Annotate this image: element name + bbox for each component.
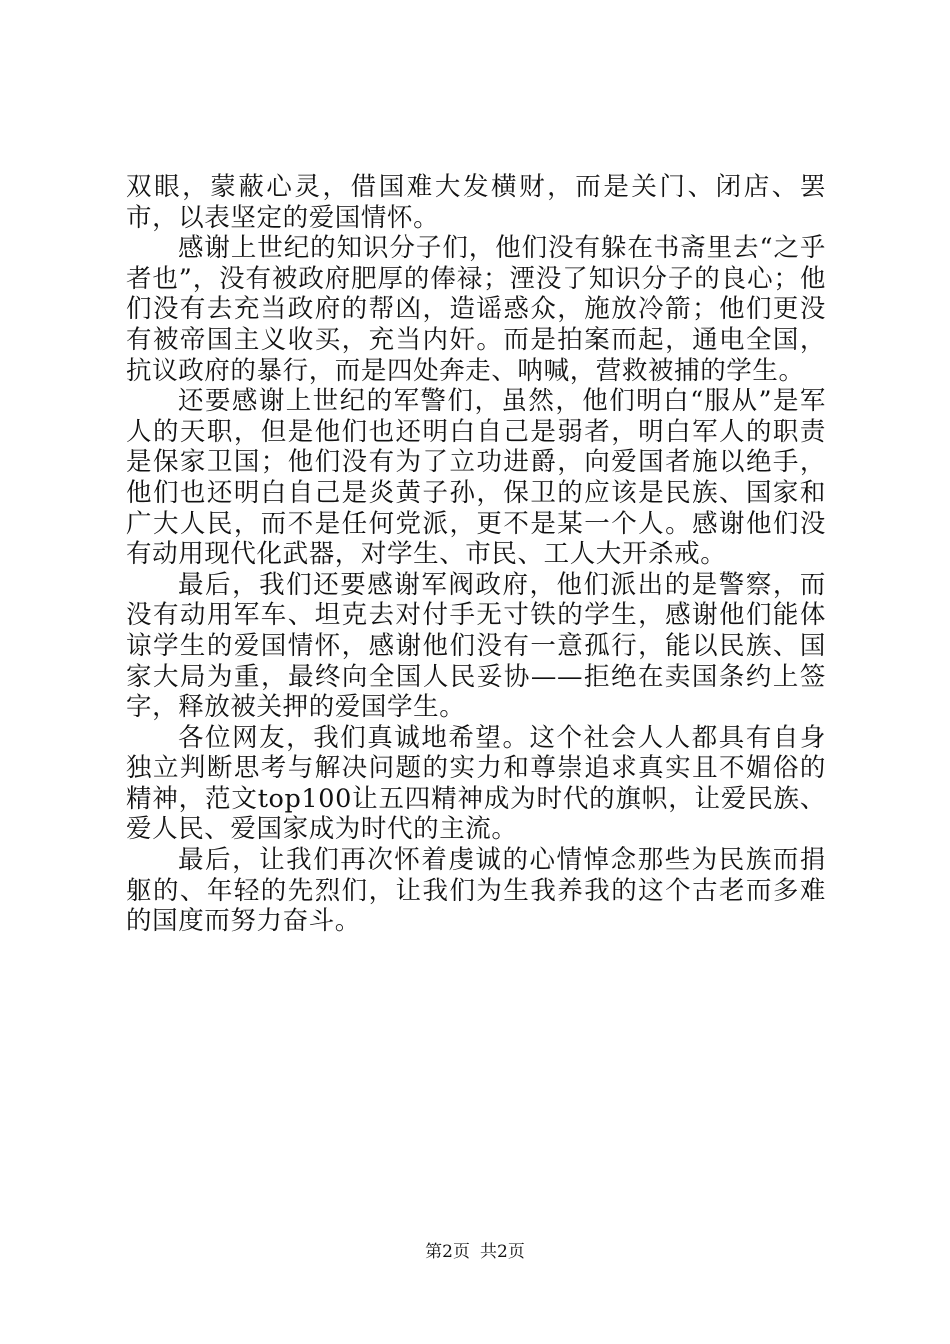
paragraph-2: 感谢上世纪的知识分子们，他们没有躲在书斋里去“之乎者也”，没有被政府肥厚的俸禄；湮没了知识分子的良心；他们没有去充当政府的帮凶，造谣惑众，施放冷箭；他们更没有被帝国主义收买，充当内奸。而是拍案而起，通电全国，抗议政府的暴行，而是四处奔走、呐喊，营救被捕的学生。 [126, 233, 826, 386]
paragraph-6: 最后，让我们再次怀着虔诚的心情悼念那些为民族而捐躯的、年轻的先烈们，让我们为生我养我的这个古老而多难的国度而努力奋斗。 [126, 845, 826, 937]
page-total: 共2页 [480, 1242, 525, 1262]
paragraph-3: 还要感谢上世纪的军警们，虽然，他们明白“服从”是军人的天职，但是他们也还明白自己是弱者，明白军人的职责是保家卫国；他们没有为了立功进爵，向爱国者施以绝手，他们也还明白自己是炎黄子孙，保卫的应该是民族、国家和广大人民，而不是任何党派，更不是某一个人。感谢他们没有动用现代化武器，对学生、市民、工人大开杀戒。 [126, 386, 826, 570]
document-body [126, 172, 826, 937]
page-number: 第2页 [425, 1242, 470, 1262]
paragraph-4: 最后，我们还要感谢军阀政府，他们派出的是警察，而没有动用军车、坦克去对付手无寸铁的学生，感谢他们能体谅学生的爱国情怀，感谢他们没有一意孤行，能以民族、国家大局为重，最终向全国人民妥协——拒绝在卖国条约上签字，释放被关押的爱国学生。 [126, 569, 826, 723]
paragraph-5: 各位网友，我们真诚地希望。这个社会人人都具有自身独立判断思考与解决问题的实力和尊崇追求真实且不媚俗的精神，范文top100让五四精神成为时代的旗帜，让爱民族、爱人民、爱国家成为时代的主流。 [126, 722, 826, 845]
page-footer [0, 1241, 950, 1263]
paragraph-1: 双眼，蒙蔽心灵，借国难大发横财，而是关门、闭店、罢市，以表坚定的爱国情怀。 [126, 172, 826, 233]
